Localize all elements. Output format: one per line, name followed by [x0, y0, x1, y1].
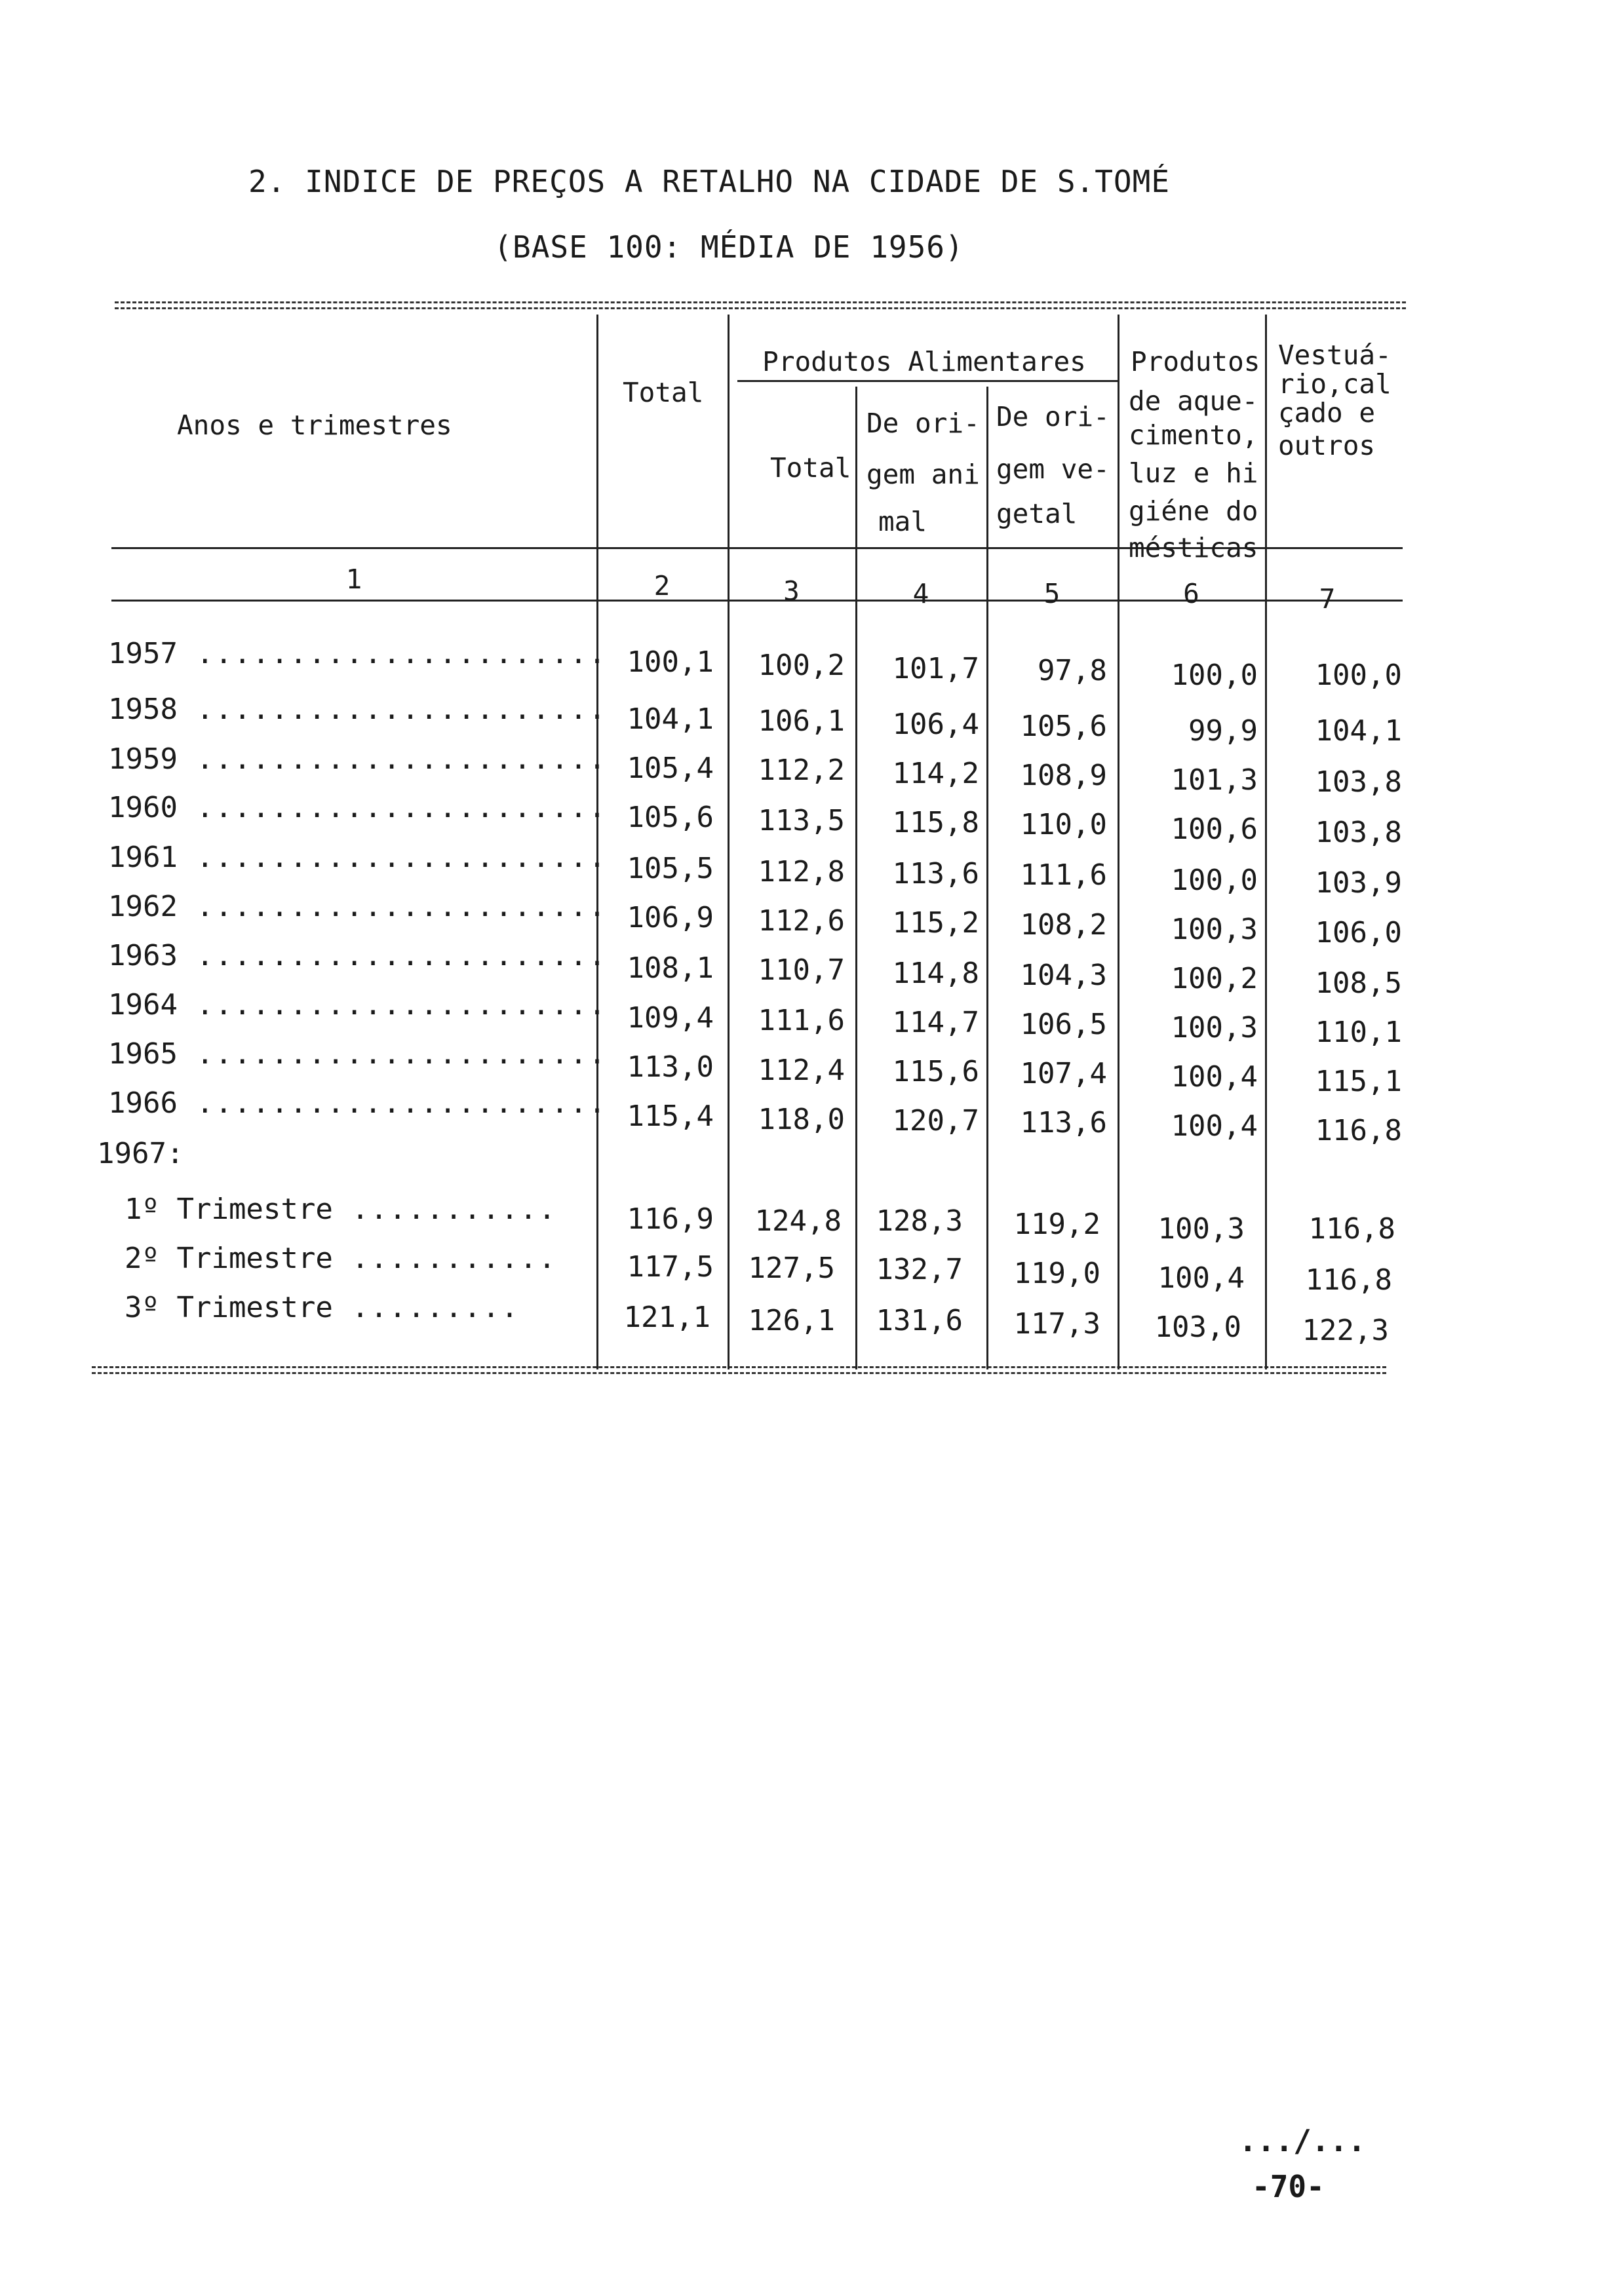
cell-food-total: 100,2: [758, 649, 845, 682]
cell-animal: 113,6: [892, 857, 979, 890]
row-label: 1966 ......................: [108, 1086, 608, 1120]
cell-animal: 114,2: [892, 757, 979, 790]
header-origem-vegetal-2: gem ve-: [996, 453, 1110, 485]
header-produtos-alimentares: Produtos Alimentares: [762, 346, 1086, 377]
cell-food-total: 112,2: [758, 754, 845, 787]
cell-aquecimento: 100,0: [1171, 864, 1258, 897]
cell-food-total: 106,1: [758, 704, 845, 738]
cell-food-total: 113,5: [758, 804, 845, 837]
cell-vestuario: 116,8: [1305, 1263, 1392, 1297]
header-vestuario-3: çado e: [1278, 397, 1376, 429]
quarter-label: 3º Trimestre .........: [125, 1291, 520, 1324]
cell-animal: 106,4: [892, 708, 979, 741]
row-label: 1959 ......................: [108, 742, 608, 776]
cell-food-total: 126,1: [748, 1304, 835, 1337]
cell-vegetal: 111,6: [1020, 858, 1107, 892]
header-aquecimento-6: mésticas: [1129, 532, 1258, 564]
cell-food-total: 111,6: [758, 1004, 845, 1037]
col-divider-3: [855, 387, 857, 1369]
cell-animal: 114,8: [892, 957, 979, 990]
cell-vestuario: 110,1: [1315, 1016, 1402, 1049]
cell-vegetal: 104,3: [1020, 959, 1107, 992]
column-number: 7: [1319, 583, 1336, 615]
cell-vegetal: 105,6: [1020, 710, 1107, 743]
header-origem-vegetal-3: getal: [996, 498, 1078, 529]
cell-total: 109,4: [627, 1001, 714, 1035]
cell-aquecimento: 100,0: [1171, 659, 1258, 692]
header-origem-animal-1: De ori-: [866, 408, 980, 439]
header-aquecimento-1: Produtos: [1131, 346, 1260, 377]
row-label: 1958 ......................: [108, 693, 608, 726]
cell-total: 117,5: [627, 1250, 714, 1284]
cell-aquecimento: 100,4: [1158, 1261, 1245, 1295]
food-group-rule: [737, 380, 1118, 382]
bottom-double-rule: [92, 1366, 1386, 1374]
cell-total: 106,9: [627, 901, 714, 934]
cell-food-total: 112,4: [758, 1054, 845, 1087]
row-label: 1962 ......................: [108, 890, 608, 923]
header-anos-trimestres: Anos e trimestres: [177, 410, 452, 441]
col-divider-6: [1265, 315, 1267, 1369]
cell-vegetal: 119,2: [1013, 1208, 1100, 1241]
cell-total: 115,4: [627, 1100, 714, 1133]
header-aquecimento-4: luz e hi: [1129, 457, 1258, 489]
cell-food-total: 124,8: [754, 1204, 842, 1238]
header-aquecimento-5: giéne do: [1129, 495, 1258, 527]
cell-aquecimento: 100,3: [1171, 1011, 1258, 1044]
cell-vegetal: 107,4: [1020, 1057, 1107, 1090]
cell-total: 104,1: [627, 702, 714, 736]
page-number: -70-: [1252, 2169, 1325, 2204]
header-vestuario-2: rio,cal: [1278, 368, 1391, 400]
cell-total: 105,4: [627, 752, 714, 785]
cell-aquecimento: 100,4: [1171, 1060, 1258, 1094]
header-aquecimento-3: cimento,: [1129, 419, 1258, 451]
cell-vestuario: 115,1: [1315, 1065, 1402, 1098]
cell-animal: 114,7: [892, 1006, 979, 1039]
cell-vegetal: 108,9: [1020, 759, 1107, 792]
column-number: 2: [653, 570, 671, 602]
cell-animal: 115,6: [892, 1055, 979, 1088]
row-label: 1961 ......................: [108, 841, 608, 874]
cell-animal: 115,8: [892, 806, 979, 839]
cell-vegetal: 106,5: [1020, 1008, 1107, 1041]
row-label: 1964 ......................: [108, 988, 608, 1022]
cell-food-total: 118,0: [758, 1103, 845, 1136]
cell-aquecimento: 100,2: [1171, 962, 1258, 995]
cell-animal: 128,3: [876, 1204, 963, 1238]
cell-aquecimento: 103,0: [1154, 1311, 1241, 1344]
cell-vestuario: 103,9: [1315, 866, 1402, 900]
cell-vegetal: 113,6: [1020, 1106, 1107, 1139]
cell-total: 105,6: [627, 801, 714, 834]
row-label: 1957 ......................: [108, 637, 608, 670]
header-food-total: Total: [770, 452, 851, 484]
header-origem-vegetal-1: De ori-: [996, 401, 1110, 432]
cell-aquecimento: 100,3: [1158, 1212, 1245, 1246]
row-label: 1960 ......................: [108, 791, 608, 824]
cell-aquecimento: 99,9: [1188, 714, 1258, 748]
cell-vegetal: 97,8: [1038, 654, 1107, 687]
table-title: 2. INDICE DE PREÇOS A RETALHO NA CIDADE DE S.TOMÉ: [248, 164, 1171, 199]
cell-vegetal: 110,0: [1020, 808, 1107, 841]
col-divider-5: [1118, 315, 1119, 1369]
col-divider-4: [986, 387, 988, 1369]
cell-vegetal: 117,3: [1013, 1307, 1100, 1341]
continuation-mark: .../...: [1239, 2123, 1366, 2158]
quarter-label: 2º Trimestre ...........: [125, 1242, 557, 1275]
cell-vestuario: 103,8: [1315, 765, 1402, 799]
column-number: 5: [1043, 578, 1060, 609]
cell-total: 105,5: [627, 852, 714, 885]
cell-total: 100,1: [627, 645, 714, 679]
cell-total: 108,1: [627, 951, 714, 985]
year-1967-label: 1967:: [97, 1137, 184, 1170]
table-subtitle: (BASE 100: MÉDIA DE 1956): [494, 229, 964, 265]
cell-aquecimento: 100,4: [1171, 1109, 1258, 1143]
cell-aquecimento: 100,6: [1171, 813, 1258, 846]
cell-vestuario: 106,0: [1315, 916, 1402, 949]
cell-vestuario: 116,8: [1308, 1212, 1395, 1246]
header-total: Total: [623, 377, 704, 408]
cell-animal: 101,7: [892, 652, 979, 685]
cell-vestuario: 108,5: [1315, 966, 1402, 1000]
cell-animal: 132,7: [876, 1253, 963, 1286]
cell-food-total: 112,8: [758, 855, 845, 889]
header-vestuario-1: Vestuá-: [1278, 339, 1391, 371]
cell-aquecimento: 101,3: [1171, 763, 1258, 797]
cell-food-total: 110,7: [758, 953, 845, 987]
cell-animal: 131,6: [876, 1304, 963, 1337]
cell-vestuario: 116,8: [1315, 1114, 1402, 1147]
cell-food-total: 112,6: [758, 904, 845, 938]
cell-food-total: 127,5: [748, 1252, 835, 1285]
cell-vegetal: 119,0: [1013, 1257, 1100, 1290]
cell-vestuario: 104,1: [1315, 714, 1402, 748]
header-origem-animal-3: mal: [878, 506, 927, 537]
cell-animal: 120,7: [892, 1104, 979, 1138]
cell-animal: 115,2: [892, 906, 979, 940]
cell-total: 121,1: [623, 1301, 710, 1334]
header-aquecimento-2: de aque-: [1129, 385, 1258, 417]
cell-total: 116,9: [627, 1202, 714, 1236]
top-double-rule: [115, 301, 1406, 309]
cell-vestuario: 100,0: [1315, 659, 1402, 692]
cell-aquecimento: 100,3: [1171, 913, 1258, 946]
column-number: 1: [345, 564, 362, 595]
header-origem-animal-2: gem ani: [866, 459, 980, 490]
column-number: 3: [783, 575, 800, 607]
column-number: 6: [1183, 578, 1199, 609]
header-vestuario-4: outros: [1278, 430, 1376, 461]
cell-total: 113,0: [627, 1050, 714, 1084]
row-label: 1963 ......................: [108, 939, 608, 972]
quarter-label: 1º Trimestre ...........: [125, 1193, 557, 1226]
col-divider-2: [728, 315, 730, 1369]
row-label: 1965 ......................: [108, 1037, 608, 1071]
cell-vestuario: 103,8: [1315, 816, 1402, 849]
cell-vegetal: 108,2: [1020, 908, 1107, 942]
column-number: 4: [912, 578, 929, 609]
cell-vestuario: 122,3: [1302, 1314, 1389, 1347]
